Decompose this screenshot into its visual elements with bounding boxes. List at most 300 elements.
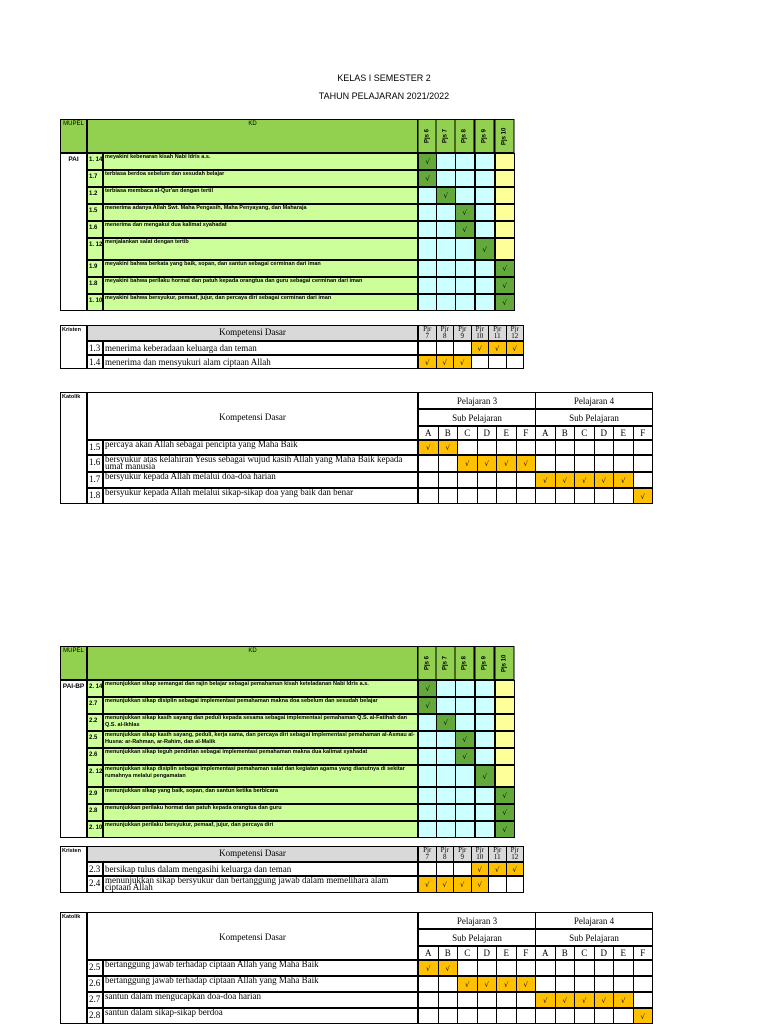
pjs-header: Pjs 9 xyxy=(475,119,495,153)
check-cell xyxy=(475,748,495,765)
check-cell xyxy=(535,1008,556,1024)
check-cell: √ xyxy=(506,341,525,355)
check-cell xyxy=(633,992,654,1008)
check-cell xyxy=(436,787,456,804)
pjs-header: Pjs 6 xyxy=(418,119,438,153)
check-cell xyxy=(488,876,507,893)
kd-text: bertanggung jawab terhadap ciptaan Allah yang Maha Baik xyxy=(103,976,418,992)
check-cell: √ xyxy=(455,731,475,748)
check-cell xyxy=(496,440,517,455)
pjr-number: 12 xyxy=(511,853,519,861)
subject-label: Katolik xyxy=(60,912,87,1024)
check-cell xyxy=(633,440,654,455)
check-cell: √ xyxy=(418,680,438,697)
kd-text: bersikap tulus dalam mengasihi keluarga dan teman xyxy=(103,862,418,876)
check-cell xyxy=(496,472,517,488)
check-cell xyxy=(457,1008,478,1024)
check-cell xyxy=(477,992,498,1008)
check-cell: √ xyxy=(506,862,525,876)
pjr-number: 7 xyxy=(425,853,429,861)
mupel-header: MUPEL xyxy=(60,119,87,153)
check-cell: √ xyxy=(418,697,438,714)
check-cell xyxy=(495,765,515,787)
check-cell: √ xyxy=(418,440,439,455)
doc-title: KELAS I SEMESTER 2 xyxy=(337,73,431,83)
check-cell xyxy=(436,765,456,787)
check-cell xyxy=(455,804,475,821)
check-cell xyxy=(418,488,439,504)
check-cell: √ xyxy=(613,472,634,488)
sub-letter: F xyxy=(516,946,537,960)
check-cell: √ xyxy=(418,876,437,893)
check-cell xyxy=(455,238,475,260)
check-cell: √ xyxy=(418,960,439,976)
kd-text: menunjukkan perilaku bersyukur, pemaaf, jujur, dan percaya diri xyxy=(103,821,418,838)
check-cell xyxy=(455,787,475,804)
pjr-label: Pjr xyxy=(423,846,432,854)
check-cell: √ xyxy=(418,170,438,187)
check-cell: √ xyxy=(496,455,517,472)
pjr-label: Pjr xyxy=(458,846,467,854)
kd-text: meyakini bahwa perilaku hormat dan patuh kepada orangtua dan guru sebagai cerminan dari iman xyxy=(103,277,418,294)
sub-letter: A xyxy=(418,426,439,440)
check-cell: √ xyxy=(455,748,475,765)
pjr-label: Pjr xyxy=(440,846,449,854)
check-cell xyxy=(418,804,438,821)
check-cell: √ xyxy=(436,876,455,893)
kd-text: bersyukur atas kelahiran Yesus sebagai wujud kasih Allah yang Maha Baik kepada umat manusia xyxy=(103,455,418,472)
check-cell xyxy=(438,992,459,1008)
pjr-label: Pjr xyxy=(475,325,484,333)
kd-code: 2.4 xyxy=(87,876,103,893)
check-cell: √ xyxy=(436,714,456,731)
kd-header: KD xyxy=(87,119,418,153)
check-cell xyxy=(555,488,576,504)
check-cell xyxy=(495,153,515,170)
kd-code: 2. 10 xyxy=(87,821,103,838)
check-cell xyxy=(613,960,634,976)
sub-lesson-header: Sub Pelajaran xyxy=(535,929,653,946)
check-cell xyxy=(418,714,438,731)
check-cell: √ xyxy=(455,221,475,238)
check-cell xyxy=(418,341,437,355)
check-cell xyxy=(453,341,472,355)
check-cell xyxy=(555,440,576,455)
sub-letter: C xyxy=(457,946,478,960)
check-cell xyxy=(418,748,438,765)
check-cell xyxy=(418,765,438,787)
kd-text: menunjukkan sikap kasih sayang, peduli, kerja sama, dan percaya diri sebagai implementasi pemahaman al-Asmau al-Husna: ar-Rahman, ar-Rahim, dan al-Malik xyxy=(103,731,418,748)
kd-code: 2.8 xyxy=(87,1008,103,1024)
check-cell xyxy=(594,1008,615,1024)
check-cell xyxy=(455,680,475,697)
check-cell xyxy=(475,170,495,187)
check-cell xyxy=(438,1008,459,1024)
kd-code: 2.3 xyxy=(87,862,103,876)
check-cell xyxy=(594,960,615,976)
check-cell xyxy=(574,440,595,455)
check-cell xyxy=(457,992,478,1008)
check-cell xyxy=(506,355,525,369)
check-cell: √ xyxy=(495,821,515,838)
kd-text: menunjukkan sikap bersyukur dan bertanggung jawab dalam memelihara alam ciptaan Allah xyxy=(103,876,418,893)
check-cell xyxy=(475,277,495,294)
kd-code: 1.8 xyxy=(87,488,103,504)
check-cell xyxy=(535,488,556,504)
kd-code: 1. 10 xyxy=(87,294,103,311)
check-cell xyxy=(436,153,456,170)
kd-text: menunjukkan sikap yang baik, sopan, dan santun ketika berbicara xyxy=(103,787,418,804)
pjr-number: 7 xyxy=(425,332,429,340)
mupel-header: MUPEL xyxy=(60,646,87,680)
pjr-label: Pjr xyxy=(440,325,449,333)
check-cell: √ xyxy=(438,440,459,455)
check-cell xyxy=(418,731,438,748)
kd-text: percaya akan Allah sebagai pencipta yang Maha Baik xyxy=(103,440,418,455)
check-cell: √ xyxy=(555,992,576,1008)
check-cell xyxy=(495,731,515,748)
kd-code: 1.8 xyxy=(87,277,103,294)
check-cell: √ xyxy=(457,455,478,472)
check-cell xyxy=(574,488,595,504)
sub-letter: A xyxy=(418,946,439,960)
check-cell xyxy=(475,714,495,731)
sub-letter: A xyxy=(535,946,556,960)
check-cell: √ xyxy=(436,187,456,204)
pjr-label: Pjr xyxy=(510,325,519,333)
kd-text: bertanggung jawab terhadap ciptaan Allah yang Maha Baik xyxy=(103,960,418,976)
sub-letter: D xyxy=(594,946,615,960)
check-cell xyxy=(475,804,495,821)
check-cell xyxy=(436,341,455,355)
check-cell xyxy=(438,455,459,472)
sub-letter: B xyxy=(555,426,576,440)
check-cell xyxy=(574,1008,595,1024)
sub-letter: E xyxy=(613,426,634,440)
kd-code: 1.3 xyxy=(87,341,103,355)
check-cell xyxy=(418,821,438,838)
check-cell xyxy=(516,472,537,488)
check-cell xyxy=(436,697,456,714)
kd-header: Kompetensi Dasar xyxy=(87,325,418,341)
check-cell xyxy=(496,1008,517,1024)
check-cell xyxy=(436,748,456,765)
check-cell: √ xyxy=(516,976,537,992)
kd-text: menjalankan salat dengan tertib xyxy=(103,238,418,260)
check-cell xyxy=(475,221,495,238)
subject-label: Kristen xyxy=(60,846,87,893)
pjr-header xyxy=(488,846,507,862)
kd-text: menerima dan mensyukuri alam ciptaan Allah xyxy=(103,355,418,369)
pjs-header: Pjs 10 xyxy=(495,646,515,680)
check-cell xyxy=(436,170,456,187)
check-cell xyxy=(418,472,439,488)
pjr-header xyxy=(506,846,525,862)
kd-code: 2. 12 xyxy=(87,765,103,787)
pjr-number: 9 xyxy=(460,332,464,340)
check-cell: √ xyxy=(495,294,515,311)
check-cell: √ xyxy=(496,976,517,992)
check-cell: √ xyxy=(477,455,498,472)
check-cell xyxy=(436,277,456,294)
sub-letter: A xyxy=(535,426,556,440)
pjr-header xyxy=(418,846,437,862)
check-cell xyxy=(477,488,498,504)
check-cell: √ xyxy=(495,804,515,821)
sub-letter: C xyxy=(457,426,478,440)
check-cell xyxy=(574,976,595,992)
check-cell xyxy=(535,960,556,976)
check-cell xyxy=(418,260,438,277)
check-cell xyxy=(457,472,478,488)
pjs-header: Pjs 8 xyxy=(455,119,475,153)
subject-label: Katolik xyxy=(60,392,87,504)
check-cell xyxy=(455,277,475,294)
check-cell: √ xyxy=(477,976,498,992)
kd-text: terbiasa berdoa sebelum dan sesudah belajar xyxy=(103,170,418,187)
pjr-label: Pjr xyxy=(458,325,467,333)
check-cell xyxy=(475,821,495,838)
check-cell xyxy=(436,731,456,748)
sub-letter: B xyxy=(438,946,459,960)
check-cell xyxy=(495,204,515,221)
pjs-header: Pjs 7 xyxy=(436,119,456,153)
check-cell: √ xyxy=(453,355,472,369)
pjs-header: Pjs 9 xyxy=(475,646,495,680)
pjr-header xyxy=(471,846,490,862)
check-cell xyxy=(475,153,495,170)
check-cell xyxy=(455,260,475,277)
kd-code: 2.9 xyxy=(87,787,103,804)
check-cell: √ xyxy=(574,472,595,488)
check-cell xyxy=(535,440,556,455)
check-cell: √ xyxy=(471,876,490,893)
sub-letter: E xyxy=(496,426,517,440)
kd-code: 1.7 xyxy=(87,472,103,488)
check-cell xyxy=(436,821,456,838)
check-cell xyxy=(477,472,498,488)
check-cell xyxy=(436,260,456,277)
kd-text: meyakini bahwa berkata yang baik, sopan, dan santun sebagai cerminan dari iman xyxy=(103,260,418,277)
check-cell xyxy=(436,804,456,821)
check-cell xyxy=(457,440,478,455)
check-cell xyxy=(535,455,556,472)
check-cell: √ xyxy=(516,455,537,472)
lesson3-header: Pelajaran 3 xyxy=(418,912,536,929)
kd-code: 2.5 xyxy=(87,960,103,976)
check-cell xyxy=(475,204,495,221)
pjr-number: 8 xyxy=(443,332,447,340)
sub-letter: E xyxy=(613,946,634,960)
check-cell xyxy=(475,731,495,748)
check-cell: √ xyxy=(535,472,556,488)
check-cell xyxy=(418,992,439,1008)
check-cell xyxy=(455,714,475,731)
kd-code: 2.2 xyxy=(87,714,103,731)
check-cell xyxy=(477,960,498,976)
check-cell xyxy=(633,472,654,488)
check-cell xyxy=(475,260,495,277)
check-cell: √ xyxy=(457,976,478,992)
check-cell xyxy=(555,976,576,992)
check-cell xyxy=(418,294,438,311)
check-cell xyxy=(477,1008,498,1024)
check-cell xyxy=(455,294,475,311)
pjr-label: Pjr xyxy=(493,325,502,333)
kd-text: menunjukkan sikap disiplin sebagai implementasi pemahaman makna doa sebelum dan sesudah belajar xyxy=(103,697,418,714)
check-cell: √ xyxy=(418,355,437,369)
check-cell: √ xyxy=(438,960,459,976)
pjr-header xyxy=(453,846,472,862)
sub-letter: C xyxy=(574,946,595,960)
check-cell: √ xyxy=(594,992,615,1008)
check-cell: √ xyxy=(471,341,490,355)
pjr-header xyxy=(488,325,507,341)
pjr-number: 10 xyxy=(476,853,484,861)
check-cell xyxy=(594,488,615,504)
check-cell xyxy=(613,976,634,992)
check-cell xyxy=(633,455,654,472)
check-cell xyxy=(516,992,537,1008)
check-cell xyxy=(455,187,475,204)
check-cell xyxy=(506,876,525,893)
pjs-header: Pjs 8 xyxy=(455,646,475,680)
pjr-header xyxy=(506,325,525,341)
check-cell: √ xyxy=(555,472,576,488)
sub-letter: D xyxy=(594,426,615,440)
pjs-header: Pjs 6 xyxy=(418,646,438,680)
pjr-header xyxy=(418,325,437,341)
check-cell xyxy=(516,960,537,976)
kd-code: 1.9 xyxy=(87,260,103,277)
lesson4-header: Pelajaran 4 xyxy=(535,912,653,929)
check-cell: √ xyxy=(418,153,438,170)
kd-text: bersyukur kepada Allah melalui doa-doa harian xyxy=(103,472,418,488)
sub-letter: F xyxy=(633,426,654,440)
kd-text: terbiasa membaca al-Qur'an dengan tertil xyxy=(103,187,418,204)
kd-text: menunjukkan perilaku hormat dan patuh kepada orangtua dan guru xyxy=(103,804,418,821)
check-cell xyxy=(555,960,576,976)
check-cell xyxy=(495,187,515,204)
kd-code: 1.2 xyxy=(87,187,103,204)
kd-text: meyakini kebenaran kisah Nabi Idris a.s. xyxy=(103,153,418,170)
kd-header: KD xyxy=(87,646,418,680)
subject-label: PAI xyxy=(60,153,87,311)
check-cell xyxy=(418,277,438,294)
check-cell xyxy=(471,355,490,369)
pjr-header xyxy=(471,325,490,341)
check-cell xyxy=(496,992,517,1008)
check-cell xyxy=(418,221,438,238)
check-cell xyxy=(418,862,437,876)
check-cell: √ xyxy=(455,204,475,221)
check-cell: √ xyxy=(471,862,490,876)
kd-text: menunjukkan sikap semangat dan rajin belajar sebagai pemahaman kisah keteladanan Nabi Idris a.s. xyxy=(103,680,418,697)
check-cell xyxy=(455,170,475,187)
sub-letter: D xyxy=(477,946,498,960)
kd-code: 2.7 xyxy=(87,697,103,714)
check-cell xyxy=(574,960,595,976)
check-cell: √ xyxy=(475,765,495,787)
check-cell xyxy=(475,697,495,714)
kd-text: menerima keberadaan keluarga dan teman xyxy=(103,341,418,355)
check-cell xyxy=(455,821,475,838)
check-cell: √ xyxy=(475,238,495,260)
check-cell xyxy=(613,1008,634,1024)
sub-letter: C xyxy=(574,426,595,440)
sub-lesson-header: Sub Pelajaran xyxy=(418,409,536,426)
check-cell xyxy=(438,472,459,488)
kd-text: santun dalam sikap-sikap berdoa xyxy=(103,1008,418,1024)
pjs-header: Pjs 10 xyxy=(495,119,515,153)
check-cell: √ xyxy=(613,992,634,1008)
subject-label: Kristen xyxy=(60,325,87,369)
check-cell xyxy=(436,862,455,876)
check-cell xyxy=(457,960,478,976)
check-cell xyxy=(455,765,475,787)
pjr-number: 11 xyxy=(493,853,501,861)
pjr-header xyxy=(436,325,455,341)
kd-text: menunjukkan sikap disiplin sebagai implementasi pemahaman salat dan kegiatan agama yang dianutnya di sekitar rumahnya melalui pengamatan xyxy=(103,765,418,787)
kd-text: menerima adanya Allah Swt. Maha Pengasih, Maha Penyayang, dan Maharaja xyxy=(103,204,418,221)
kd-code: 2.7 xyxy=(87,992,103,1008)
check-cell xyxy=(633,960,654,976)
check-cell xyxy=(475,787,495,804)
check-cell xyxy=(436,204,456,221)
pjr-number: 12 xyxy=(511,332,519,340)
kd-code: 2.5 xyxy=(87,731,103,748)
kd-code: 2.8 xyxy=(87,804,103,821)
check-cell xyxy=(438,976,459,992)
check-cell: √ xyxy=(633,488,654,504)
check-cell xyxy=(496,960,517,976)
kd-code: 1.5 xyxy=(87,440,103,455)
check-cell xyxy=(418,204,438,221)
check-cell: √ xyxy=(488,862,507,876)
check-cell xyxy=(488,355,507,369)
check-cell xyxy=(475,187,495,204)
check-cell xyxy=(594,455,615,472)
check-cell xyxy=(555,455,576,472)
kd-code: 2. 14 xyxy=(87,680,103,697)
kd-code: 1. 14 xyxy=(87,153,103,170)
sub-letter: B xyxy=(438,426,459,440)
kd-code: 1.4 xyxy=(87,355,103,369)
check-cell xyxy=(418,187,438,204)
check-cell: √ xyxy=(535,992,556,1008)
check-cell xyxy=(495,714,515,731)
check-cell xyxy=(555,1008,576,1024)
check-cell xyxy=(495,748,515,765)
sub-lesson-header: Sub Pelajaran xyxy=(418,929,536,946)
pjr-number: 8 xyxy=(443,853,447,861)
kd-text: santun dalam mengucapkan doa-doa harian xyxy=(103,992,418,1008)
check-cell xyxy=(574,455,595,472)
pjr-header xyxy=(453,325,472,341)
check-cell xyxy=(613,455,634,472)
kd-code: 1.6 xyxy=(87,221,103,238)
check-cell xyxy=(475,294,495,311)
kd-code: 2.6 xyxy=(87,748,103,765)
check-cell xyxy=(455,697,475,714)
check-cell: √ xyxy=(495,260,515,277)
kd-header: Kompetensi Dasar xyxy=(87,392,418,440)
check-cell xyxy=(418,787,438,804)
check-cell xyxy=(516,488,537,504)
check-cell xyxy=(418,1008,439,1024)
sub-letter: E xyxy=(496,946,517,960)
check-cell: √ xyxy=(453,876,472,893)
